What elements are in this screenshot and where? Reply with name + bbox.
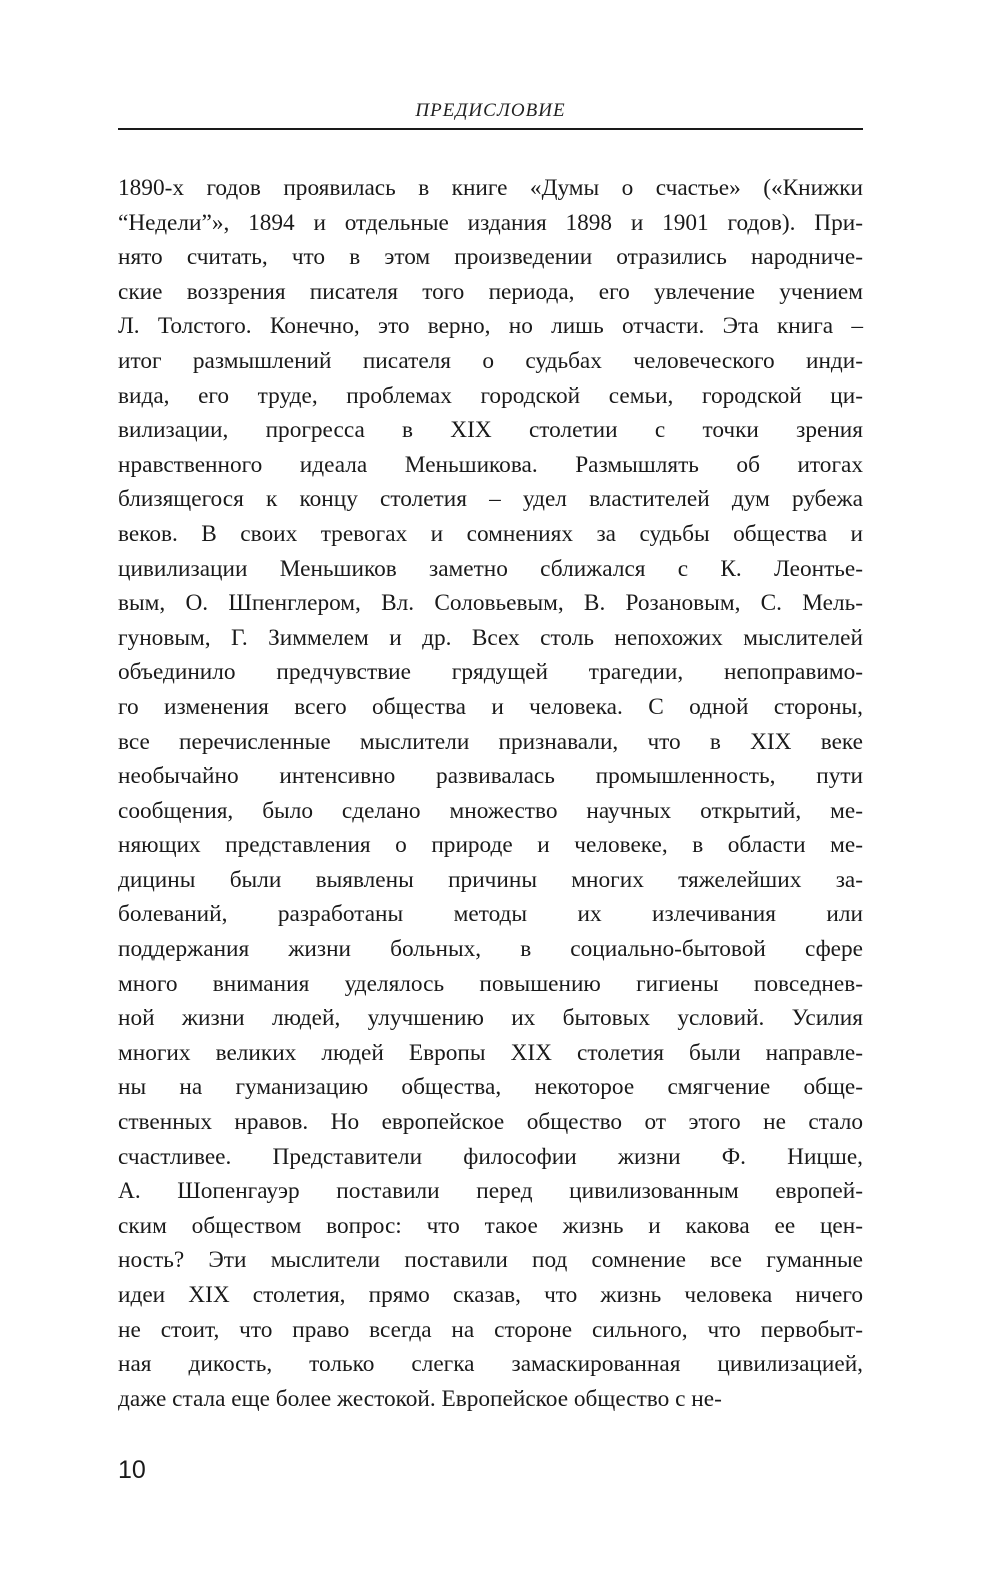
body-paragraph bbox=[118, 171, 863, 1416]
text-line: сообщения, было сделано множество научных открытий, ме- bbox=[118, 797, 863, 824]
text-line: веков. В своих тревогах и сомнениях за судьбы общества и bbox=[118, 520, 863, 547]
text-line: вида, его труде, проблемах городской семьи, городской ци- bbox=[118, 382, 863, 409]
text-line: няющих представления о природе и человеке, в области ме- bbox=[118, 832, 863, 859]
text-line: вым, О. Шпенглером, Вл. Соловьевым, В. Розановым, С. Мель- bbox=[118, 590, 863, 617]
header-rule bbox=[118, 128, 863, 130]
text-line: нято считать, что в этом произведении отразились народниче- bbox=[118, 244, 863, 271]
text-line: ственных нравов. Но европейское общество от этого не стало bbox=[118, 1109, 863, 1136]
text-line: не стоит, что право всегда на стороне сильного, что первобыт- bbox=[118, 1316, 863, 1343]
text-line: поддержания жизни больных, в социально-бытовой сфере bbox=[118, 936, 863, 963]
text-line: го изменения всего общества и человека. С одной стороны, bbox=[118, 693, 863, 720]
text-line: близящегося к концу столетия – удел властителей дум рубежа bbox=[118, 486, 863, 513]
text-line: А. Шопенгауэр поставили перед цивилизованным европей- bbox=[118, 1178, 863, 1205]
text-line: ность? Эти мыслители поставили под сомнение все гуманные bbox=[118, 1247, 863, 1274]
text-line: ной жизни людей, улучшению их бытовых условий. Усилия bbox=[118, 1005, 863, 1032]
text-line: вилизации, прогресса в XIX столетии с точки зрения bbox=[118, 417, 863, 444]
text-line: идеи XIX столетия, прямо сказав, что жизнь человека ничего bbox=[118, 1282, 863, 1308]
text-line: “Недели”», 1894 и отдельные издания 1898 и 1901 годов). При- bbox=[118, 209, 863, 236]
text-line: многих великих людей Европы XIX столетия были направле- bbox=[118, 1039, 863, 1066]
page-number: 10 bbox=[118, 1456, 146, 1484]
text-line: все перечисленные мыслители признавали, что в XIX веке bbox=[118, 728, 863, 755]
text-line: итог размышлений писателя о судьбах человеческого инди- bbox=[118, 347, 863, 374]
text-line: 1890-х годов проявилась в книге «Думы о счастье» («Книжки bbox=[118, 175, 863, 201]
text-line: цивилизации Меньшиков заметно сближался с К. Леонтье- bbox=[118, 555, 863, 582]
text-line: болеваний, разработаны методы их излечивания или bbox=[118, 901, 863, 928]
text-line: ским обществом вопрос: что такое жизнь и какова ее цен- bbox=[118, 1212, 863, 1239]
text-line: нравственного идеала Меньшикова. Размышлять об итогах bbox=[118, 451, 863, 478]
running-header-title: ПРЕДИСЛОВИЕ bbox=[415, 100, 566, 121]
text-line: гуновым, Г. Зиммелем и др. Всех столь непохожих мыслителей bbox=[118, 624, 863, 651]
text-line: Л. Толстого. Конечно, это верно, но лишь отчасти. Эта книга – bbox=[118, 313, 863, 340]
text-line: ны на гуманизацию общества, некоторое смягчение обще- bbox=[118, 1074, 863, 1101]
text-line: ная дикость, только слегка замаскированная цивилизацией, bbox=[118, 1351, 863, 1378]
text-line: счастливее. Представители философии жизни Ф. Ницше, bbox=[118, 1143, 863, 1170]
text-line: дицины были выявлены причины многих тяжелейших за- bbox=[118, 866, 863, 893]
text-line: необычайно интенсивно развивалась промышленность, пути bbox=[118, 763, 863, 790]
text-line: ские воззрения писателя того периода, его увлечение учением bbox=[118, 278, 863, 305]
text-line: объединило предчувствие грядущей трагедии, непоправимо- bbox=[118, 659, 863, 686]
text-line: даже стала еще более жестокой. Европейское общество с не- bbox=[118, 1385, 722, 1412]
text-line: много внимания уделялось повышению гигиены повседнев- bbox=[118, 970, 863, 997]
